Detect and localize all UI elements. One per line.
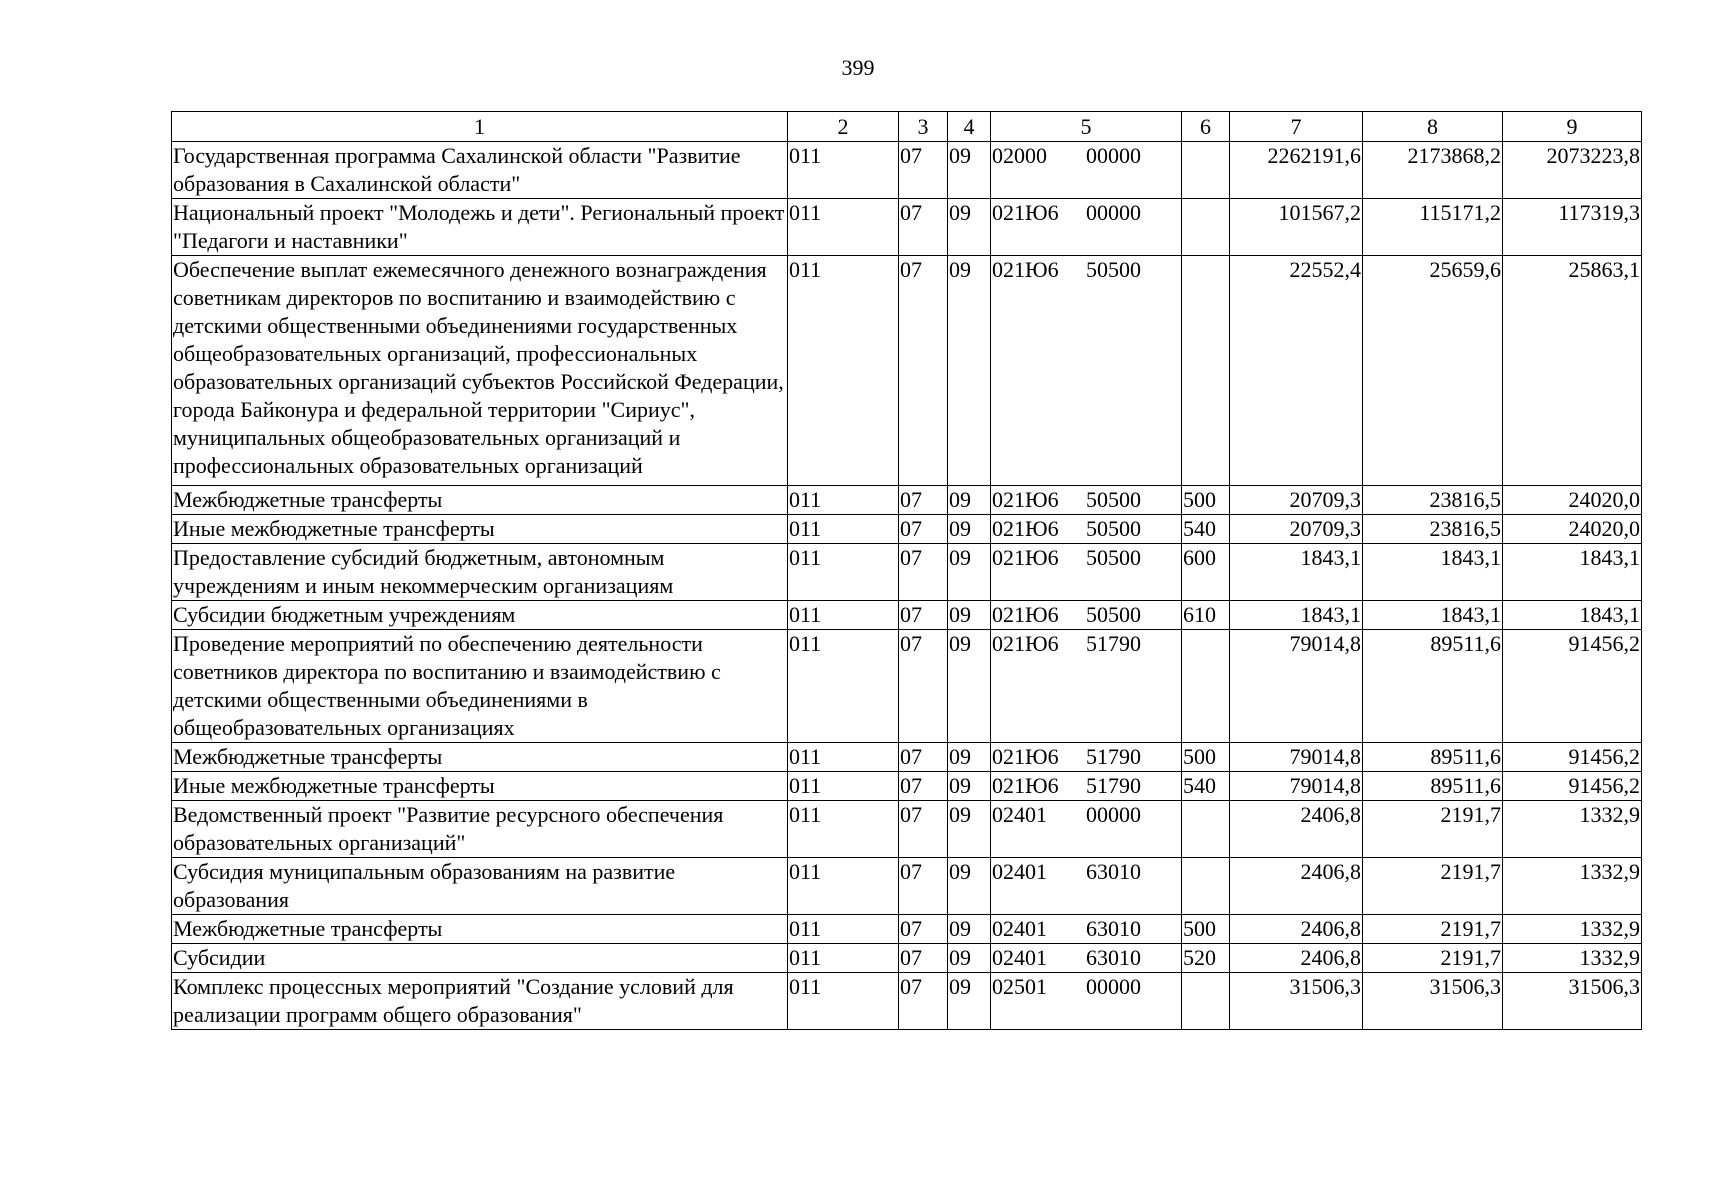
row-name-cell: Межбюджетные трансферты [172,743,788,772]
target-article-direction: 00000 [1086,802,1141,827]
target-article-cell [991,973,1182,1030]
amount-year3-cell: 91456,2 [1503,743,1642,772]
amount-year1-cell: 2406,8 [1230,915,1363,944]
subsection-code-cell: 09 [948,973,991,1030]
ministry-code-cell: 011 [788,858,899,915]
target-article-program: 021Ю6 [992,773,1059,798]
target-article-cell [991,515,1182,544]
table-row [172,199,1642,256]
target-article-program: 021Ю6 [992,200,1059,225]
amount-year3-cell: 31506,3 [1503,973,1642,1030]
ministry-code-cell: 011 [788,915,899,944]
expense-type-cell: 500 [1182,486,1230,515]
target-article-cell [991,630,1182,743]
section-code-cell: 07 [899,486,948,515]
amount-year3-cell: 2073223,8 [1503,142,1642,199]
target-article-direction: 51790 [1086,744,1141,769]
table-row [172,142,1642,199]
expense-type-cell [1182,199,1230,256]
section-code-cell: 07 [899,915,948,944]
amount-year2-cell: 1843,1 [1363,601,1503,630]
table-row [172,944,1642,973]
table-row [172,973,1642,1030]
target-article-direction: 00000 [1086,974,1141,999]
table-row [172,630,1642,743]
amount-year1-cell: 20709,3 [1230,515,1363,544]
section-code-cell: 07 [899,858,948,915]
ministry-code-cell: 011 [788,515,899,544]
amount-year3-cell: 117319,3 [1503,199,1642,256]
target-article-program: 02401 [992,802,1047,827]
expense-type-cell: 520 [1182,944,1230,973]
ministry-code-cell: 011 [788,486,899,515]
header-cell: 9 [1503,112,1642,142]
expense-type-cell [1182,858,1230,915]
target-article-direction: 50500 [1086,487,1141,512]
subsection-code-cell: 09 [948,544,991,601]
amount-year1-cell: 22552,4 [1230,256,1363,486]
subsection-code-cell: 09 [948,772,991,801]
amount-year3-cell: 1332,9 [1503,801,1642,858]
ministry-code-cell: 011 [788,743,899,772]
target-article-direction: 51790 [1086,773,1141,798]
target-article-program: 021Ю6 [992,545,1059,570]
row-name-cell: Ведомственный проект "Развитие ресурсного обеспечения образовательных организаций" [172,801,788,858]
subsection-code-cell: 09 [948,601,991,630]
ministry-code-cell: 011 [788,630,899,743]
ministry-code-cell: 011 [788,256,899,486]
table-row [172,544,1642,601]
section-code-cell: 07 [899,199,948,256]
expense-type-cell: 540 [1182,772,1230,801]
section-code-cell: 07 [899,630,948,743]
amount-year1-cell: 2406,8 [1230,858,1363,915]
amount-year1-cell: 79014,8 [1230,743,1363,772]
table-row [172,486,1642,515]
expense-type-cell [1182,142,1230,199]
target-article-program: 021Ю6 [992,257,1059,282]
target-article-cell [991,142,1182,199]
header-cell: 7 [1230,112,1363,142]
table-row [172,743,1642,772]
amount-year2-cell: 23816,5 [1363,486,1503,515]
target-article-direction: 51790 [1086,631,1141,656]
row-name-cell: Предоставление субсидий бюджетным, автономным учреждениям и иным некоммерческим организациям [172,544,788,601]
amount-year3-cell: 1332,9 [1503,944,1642,973]
amount-year2-cell: 89511,6 [1363,743,1503,772]
subsection-code-cell: 09 [948,915,991,944]
row-name-cell: Межбюджетные трансферты [172,486,788,515]
header-cell: 4 [948,112,991,142]
ministry-code-cell: 011 [788,973,899,1030]
ministry-code-cell: 011 [788,944,899,973]
amount-year3-cell: 91456,2 [1503,772,1642,801]
section-code-cell: 07 [899,801,948,858]
ministry-code-cell: 011 [788,801,899,858]
expense-type-cell: 610 [1182,601,1230,630]
row-name-cell: Национальный проект "Молодежь и дети". Региональный проект "Педагоги и наставники" [172,199,788,256]
target-article-cell [991,772,1182,801]
target-article-direction: 63010 [1086,916,1141,941]
amount-year3-cell: 1843,1 [1503,601,1642,630]
target-article-program: 02501 [992,974,1047,999]
target-article-direction: 63010 [1086,945,1141,970]
target-article-program: 021Ю6 [992,487,1059,512]
row-name-cell: Обеспечение выплат ежемесячного денежного вознаграждения советникам директоров по воспитанию и взаимодействию с детскими общественными объединениями государственных общеобразовательных организаций, профессиональных образовательных организаций субъектов Российской Федерации, города Байконура и федеральной территории "Сириус", муниципальных общеобразовательных организаций и профессиональных образовательных организаций [172,256,788,486]
amount-year2-cell: 2191,7 [1363,858,1503,915]
amount-year1-cell: 101567,2 [1230,199,1363,256]
subsection-code-cell: 09 [948,743,991,772]
row-name-cell: Проведение мероприятий по обеспечению деятельности советников директора по воспитанию и взаимодействию с детскими общественными объединениями в общеобразовательных организациях [172,630,788,743]
table-row [172,801,1642,858]
target-article-cell [991,801,1182,858]
amount-year2-cell: 2173868,2 [1363,142,1503,199]
expense-type-cell [1182,973,1230,1030]
table-row [172,515,1642,544]
target-article-direction: 50500 [1086,602,1141,627]
header-cell: 3 [899,112,948,142]
ministry-code-cell: 011 [788,601,899,630]
expense-type-cell: 500 [1182,743,1230,772]
subsection-code-cell: 09 [948,858,991,915]
amount-year2-cell: 89511,6 [1363,630,1503,743]
section-code-cell: 07 [899,256,948,486]
row-name-cell: Субсидия муниципальным образованиям на развитие образования [172,858,788,915]
table-row [172,772,1642,801]
target-article-direction: 50500 [1086,257,1141,282]
target-article-cell [991,944,1182,973]
amount-year2-cell: 25659,6 [1363,256,1503,486]
amount-year3-cell: 1843,1 [1503,544,1642,601]
amount-year2-cell: 2191,7 [1363,944,1503,973]
target-article-program: 02000 [992,143,1047,168]
header-cell: 6 [1182,112,1230,142]
target-article-program: 02401 [992,859,1047,884]
row-name-cell: Субсидии [172,944,788,973]
expense-type-cell [1182,801,1230,858]
amount-year2-cell: 89511,6 [1363,772,1503,801]
target-article-cell [991,199,1182,256]
subsection-code-cell: 09 [948,142,991,199]
row-name-cell: Иные межбюджетные трансферты [172,515,788,544]
amount-year2-cell: 2191,7 [1363,915,1503,944]
subsection-code-cell: 09 [948,944,991,973]
header-cell: 1 [172,112,788,142]
section-code-cell: 07 [899,515,948,544]
header-cell: 2 [788,112,899,142]
expense-type-cell: 600 [1182,544,1230,601]
target-article-program: 021Ю6 [992,744,1059,769]
expense-type-cell: 500 [1182,915,1230,944]
amount-year1-cell: 1843,1 [1230,544,1363,601]
ministry-code-cell: 011 [788,772,899,801]
amount-year1-cell: 2406,8 [1230,801,1363,858]
target-article-cell [991,858,1182,915]
subsection-code-cell: 09 [948,630,991,743]
target-article-program: 021Ю6 [992,631,1059,656]
budget-table [171,111,1642,1030]
target-article-cell [991,256,1182,486]
table-row [172,858,1642,915]
target-article-program: 02401 [992,945,1047,970]
table-row [172,601,1642,630]
ministry-code-cell: 011 [788,199,899,256]
row-name-cell: Межбюджетные трансферты [172,915,788,944]
subsection-code-cell: 09 [948,515,991,544]
amount-year1-cell: 2262191,6 [1230,142,1363,199]
amount-year3-cell: 1332,9 [1503,858,1642,915]
section-code-cell: 07 [899,601,948,630]
section-code-cell: 07 [899,142,948,199]
section-code-cell: 07 [899,544,948,601]
table-body [172,142,1642,1030]
amount-year1-cell: 79014,8 [1230,630,1363,743]
section-code-cell: 07 [899,743,948,772]
target-article-cell [991,743,1182,772]
row-name-cell: Государственная программа Сахалинской области "Развитие образования в Сахалинской области" [172,142,788,199]
subsection-code-cell: 09 [948,256,991,486]
section-code-cell: 07 [899,772,948,801]
row-name-cell: Комплекс процессных мероприятий "Создание условий для реализации программ общего образования" [172,973,788,1030]
amount-year1-cell: 31506,3 [1230,973,1363,1030]
amount-year2-cell: 23816,5 [1363,515,1503,544]
amount-year2-cell: 31506,3 [1363,973,1503,1030]
amount-year3-cell: 24020,0 [1503,515,1642,544]
amount-year1-cell: 2406,8 [1230,944,1363,973]
ministry-code-cell: 011 [788,544,899,601]
amount-year1-cell: 20709,3 [1230,486,1363,515]
target-article-cell [991,601,1182,630]
row-name-cell: Иные межбюджетные трансферты [172,772,788,801]
target-article-direction: 63010 [1086,859,1141,884]
header-cell: 8 [1363,112,1503,142]
subsection-code-cell: 09 [948,199,991,256]
target-article-program: 021Ю6 [992,602,1059,627]
amount-year3-cell: 1332,9 [1503,915,1642,944]
target-article-program: 02401 [992,916,1047,941]
target-article-direction: 50500 [1086,545,1141,570]
expense-type-cell: 540 [1182,515,1230,544]
header-cell: 5 [991,112,1182,142]
amount-year2-cell: 1843,1 [1363,544,1503,601]
expense-type-cell [1182,630,1230,743]
table-row [172,915,1642,944]
amount-year3-cell: 24020,0 [1503,486,1642,515]
section-code-cell: 07 [899,973,948,1030]
target-article-direction: 00000 [1086,200,1141,225]
target-article-direction: 50500 [1086,516,1141,541]
target-article-cell [991,915,1182,944]
target-article-cell [991,544,1182,601]
page-number: 399 [841,55,875,80]
amount-year1-cell: 1843,1 [1230,601,1363,630]
table-row [172,256,1642,486]
target-article-direction: 00000 [1086,143,1141,168]
section-code-cell: 07 [899,944,948,973]
target-article-cell [991,486,1182,515]
row-name-cell: Субсидии бюджетным учреждениям [172,601,788,630]
amount-year3-cell: 25863,1 [1503,256,1642,486]
amount-year1-cell: 79014,8 [1230,772,1363,801]
amount-year2-cell: 2191,7 [1363,801,1503,858]
ministry-code-cell: 011 [788,142,899,199]
amount-year2-cell: 115171,2 [1363,199,1503,256]
subsection-code-cell: 09 [948,801,991,858]
subsection-code-cell: 09 [948,486,991,515]
expense-type-cell [1182,256,1230,486]
target-article-program: 021Ю6 [992,516,1059,541]
amount-year3-cell: 91456,2 [1503,630,1642,743]
header-row [172,112,1642,142]
